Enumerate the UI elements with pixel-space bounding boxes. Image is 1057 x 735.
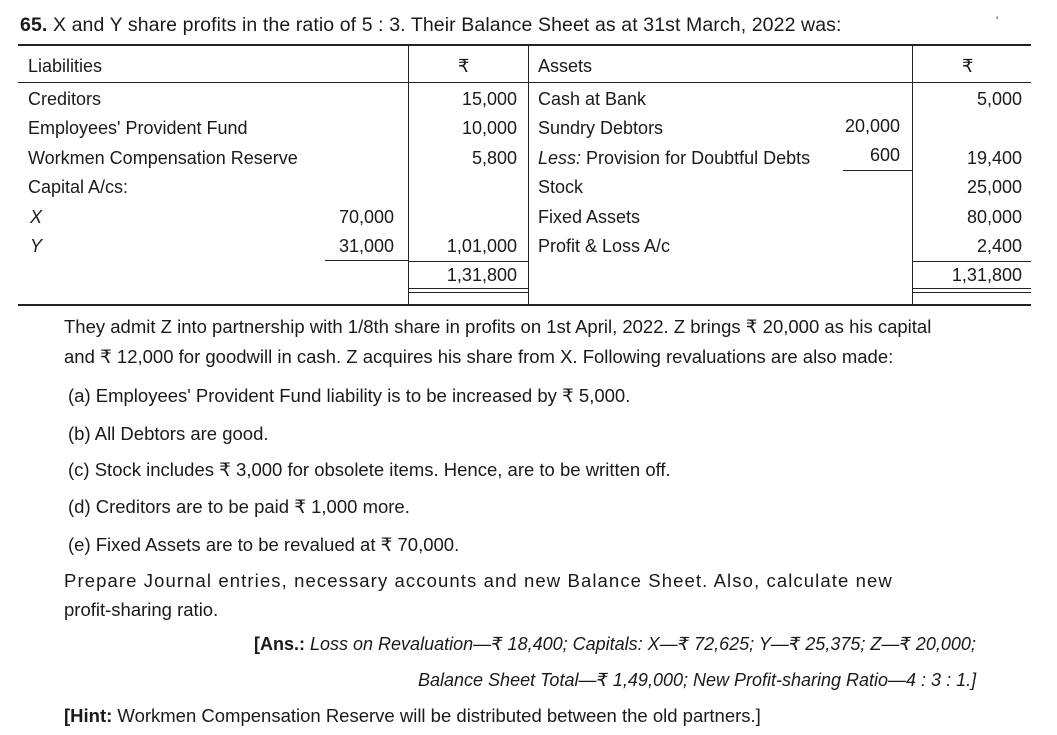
col-divider-3 <box>912 45 913 304</box>
liab-total-top-rule <box>408 261 528 262</box>
header-assets: Assets <box>538 56 593 76</box>
hint-line <box>64 705 761 727</box>
asset-label <box>538 147 810 169</box>
asset-label: Sundry Debtors <box>538 118 664 138</box>
header-liabilities: Liabilities <box>28 56 103 76</box>
liability-amount: 10,000 <box>461 118 517 138</box>
liability-label: Y <box>30 236 43 256</box>
header-liab-currency: ₹ <box>458 56 470 76</box>
less-prefix: Less: <box>538 148 582 168</box>
instruction-line: profit-sharing ratio. <box>64 599 219 620</box>
table-bottom-rule <box>18 304 1031 306</box>
instruction-line: Prepare Journal entries, necessary accounts and new Balance Sheet. Also, calculate new <box>64 570 893 591</box>
header-asset-currency: ₹ <box>962 56 974 76</box>
answer-line <box>254 634 976 655</box>
answer-label: [Ans.: <box>254 634 305 654</box>
revaluation-item: (c) Stock includes ₹ 3,000 for obsolete items. Hence, are to be written off. <box>68 459 671 480</box>
paragraph-line: and ₹ 12,000 for goodwill in cash. Z acquires his share from X. Following revaluations are also made: <box>64 346 894 367</box>
liability-label: Employees' Provident Fund <box>28 118 248 138</box>
liability-label: Capital A/cs: <box>28 177 129 197</box>
revaluation-item: (b) All Debtors are good. <box>68 423 269 444</box>
asset-amount: 80,000 <box>966 207 1022 227</box>
sub-total-rule <box>843 170 912 171</box>
asset-amount: 25,000 <box>966 177 1022 197</box>
sub-total-rule <box>325 260 408 261</box>
asset-label-text: Provision for Doubtful Debts <box>581 148 811 168</box>
asset-sub-amount: 20,000 <box>844 116 900 136</box>
revaluation-item: (d) Creditors are to be paid ₹ 1,000 more. <box>68 496 410 517</box>
asset-label: Cash at Bank <box>538 89 647 109</box>
margin-mark: ' <box>996 14 999 28</box>
asset-total: 1,31,800 <box>951 265 1022 285</box>
asset-amount: 2,400 <box>976 236 1022 256</box>
question-number: 65. <box>20 14 48 36</box>
col-divider-2 <box>528 45 529 304</box>
revaluation-item: (a) Employees' Provident Fund liability is to be increased by ₹ 5,000. <box>68 385 631 406</box>
liability-label: Creditors <box>28 89 102 109</box>
asset-amount: 19,400 <box>966 148 1022 168</box>
hint-text: Workmen Compensation Reserve will be distributed between the old partners.] <box>112 705 761 726</box>
liability-label: Workmen Compensation Reserve <box>28 148 298 168</box>
question-heading <box>20 14 842 37</box>
revaluation-item: (e) Fixed Assets are to be revalued at ₹ 70,000. <box>68 534 460 555</box>
asset-total-double-rule <box>912 292 1031 293</box>
col-divider-1 <box>408 45 409 304</box>
hint-label: [Hint: <box>64 705 113 726</box>
asset-total-top-rule <box>912 261 1031 262</box>
asset-amount: 5,000 <box>976 89 1022 109</box>
liability-amount: 5,800 <box>471 148 517 168</box>
table-header-rule <box>18 82 1031 83</box>
liab-total-double-rule <box>408 288 528 289</box>
paragraph-line: They admit Z into partnership with 1/8th share in profits on 1st April, 2022. Z brings ₹ 20,000 as his capital <box>64 316 932 337</box>
liability-total: 1,31,800 <box>446 265 517 285</box>
answer-line: Balance Sheet Total—₹ 1,49,000; New Profit-sharing Ratio—4 : 3 : 1.] <box>418 670 977 690</box>
liability-label: X <box>30 207 43 227</box>
question-text: X and Y share profits in the ratio of 5 : 3. Their Balance Sheet as at 31st March, 2022 was: <box>52 14 842 36</box>
asset-label: Fixed Assets <box>538 207 641 227</box>
asset-sub-amount: 600 <box>869 145 900 165</box>
answer-text: Loss on Revaluation—₹ 18,400; Capitals: X—₹ 72,625; Y—₹ 25,375; Z—₹ 20,000; <box>305 634 976 654</box>
asset-total-double-rule <box>912 288 1031 289</box>
table-top-rule <box>18 44 1031 46</box>
asset-label: Profit & Loss A/c <box>538 236 671 256</box>
liab-total-double-rule <box>408 292 528 293</box>
liability-amount: 15,000 <box>461 89 517 109</box>
asset-label: Stock <box>538 177 584 197</box>
liability-sub-amount: 31,000 <box>338 236 394 256</box>
liability-amount: 1,01,000 <box>446 236 517 256</box>
liability-sub-amount: 70,000 <box>338 207 394 227</box>
